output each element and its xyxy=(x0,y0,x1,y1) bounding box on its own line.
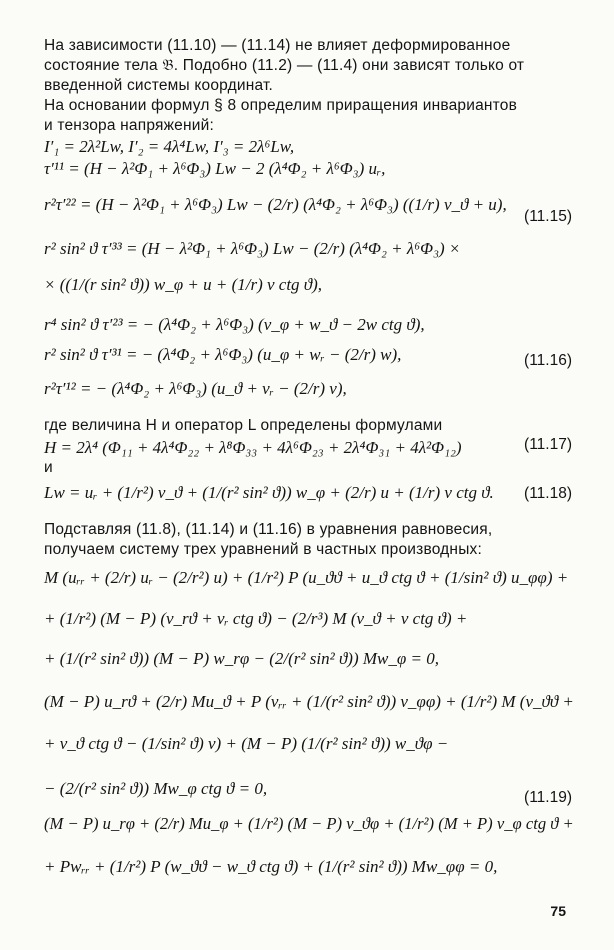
equation-line: r²τ′¹² = − (λ⁴Φ₂ + λ⁶Φ₃) (u_ϑ + vᵣ − (2/r) v), xyxy=(44,379,347,398)
equation-number: (11.18) xyxy=(524,485,572,502)
equation-line: (M − P) u_rϑ + (2/r) Mu_ϑ + P (vᵣᵣ + (1/(r² sin² ϑ)) v_φφ) + (1/r²) M (v_ϑϑ + xyxy=(44,692,574,711)
equation-line: + v_ϑ ctg ϑ − (1/sin² ϑ) v) + (M − P) (1/(r² sin² ϑ)) w_ϑφ − xyxy=(44,734,449,753)
text-line: состояние тела 𝔅. Подобно (11.2) — (11.4) они зависят только от xyxy=(44,57,525,74)
equation-number: (11.15) xyxy=(524,208,572,225)
equation-line: τ′¹¹ = (H − λ²Φ₁ + λ⁶Φ₃) Lw − 2 (λ⁴Φ₂ + λ⁶Φ₃) uᵣ, xyxy=(44,159,386,178)
text-line: где величина H и оператор L определены формулами xyxy=(44,417,443,434)
text-line: На зависимости (11.10) — (11.14) не влияет деформированное xyxy=(44,37,511,54)
equation-number: (11.17) xyxy=(524,436,572,453)
equation-line: r² sin² ϑ τ′³³ = (H − λ²Φ₁ + λ⁶Φ₃) Lw − (2/r) (λ⁴Φ₂ + λ⁶Φ₃) × xyxy=(44,239,461,258)
equation-line: I′₁ = 2λ²Lw, I′₂ = 4λ⁴Lw, I′₃ = 2λ⁶Lw, xyxy=(44,137,295,156)
equation-line: + (1/r²) (M − P) (v_rϑ + vᵣ ctg ϑ) − (2/r³) M (v_ϑ + v ctg ϑ) + xyxy=(44,609,468,628)
equation-line: r² sin² ϑ τ′³¹ = − (λ⁴Φ₂ + λ⁶Φ₃) (u_φ + wᵣ − (2/r) w), xyxy=(44,345,402,364)
equation-line: + Pwᵣᵣ + (1/r²) P (w_ϑϑ − w_ϑ ctg ϑ) + (1/(r² sin² ϑ)) Mw_φφ = 0, xyxy=(44,857,498,876)
equation-line: + (1/(r² sin² ϑ)) (M − P) w_rφ − (2/(r² sin² ϑ)) Mw_φ = 0, xyxy=(44,649,439,668)
text-line: введенной системы координат. xyxy=(44,77,274,94)
equation-line: (M − P) u_rφ + (2/r) Mu_φ + (1/r²) (M − P) v_ϑφ + (1/r²) (M + P) v_φ ctg ϑ + xyxy=(44,814,574,833)
text-line: и xyxy=(44,459,53,476)
text-line: На основании формул § 8 определим приращения инвариантов xyxy=(44,97,518,114)
text-line: и тензора напряжений: xyxy=(44,117,214,134)
text-line: Подставляя (11.8), (11.14) и (11.16) в уравнения равновесия, xyxy=(44,521,493,538)
equation-line: r⁴ sin² ϑ τ′²³ = − (λ⁴Φ₂ + λ⁶Φ₃) (v_φ + w_ϑ − 2w ctg ϑ), xyxy=(44,315,425,334)
equation-line: H = 2λ⁴ (Φ₁₁ + 4λ⁴Φ₂₂ + λ⁸Φ₃₃ + 4λ⁶Φ₂₃ + 2λ⁴Φ₃₁ + 4λ²Φ₁₂) xyxy=(44,438,462,457)
equation-line: M (uᵣᵣ + (2/r) uᵣ − (2/r²) u) + (1/r²) P (u_ϑϑ + u_ϑ ctg ϑ + (1/sin² ϑ) u_φφ) + xyxy=(44,568,569,587)
equation-line: r²τ′²² = (H − λ²Φ₁ + λ⁶Φ₃) Lw − (2/r) (λ⁴Φ₂ + λ⁶Φ₃) ((1/r) v_ϑ + u), xyxy=(44,195,507,214)
equation-number: (11.16) xyxy=(524,352,572,369)
equation-line: − (2/(r² sin² ϑ)) Mw_φ ctg ϑ = 0, xyxy=(44,779,268,798)
equation-line: Lw = uᵣ + (1/r²) v_ϑ + (1/(r² sin² ϑ)) w_φ + (2/r) u + (1/r) v ctg ϑ. xyxy=(44,483,494,502)
equation-number: (11.19) xyxy=(524,789,572,806)
text-line: получаем систему трех уравнений в частных производных: xyxy=(44,541,482,558)
equation-line: × ((1/(r sin² ϑ)) w_φ + u + (1/r) v ctg ϑ), xyxy=(44,275,323,294)
page-number: 75 xyxy=(550,903,566,919)
